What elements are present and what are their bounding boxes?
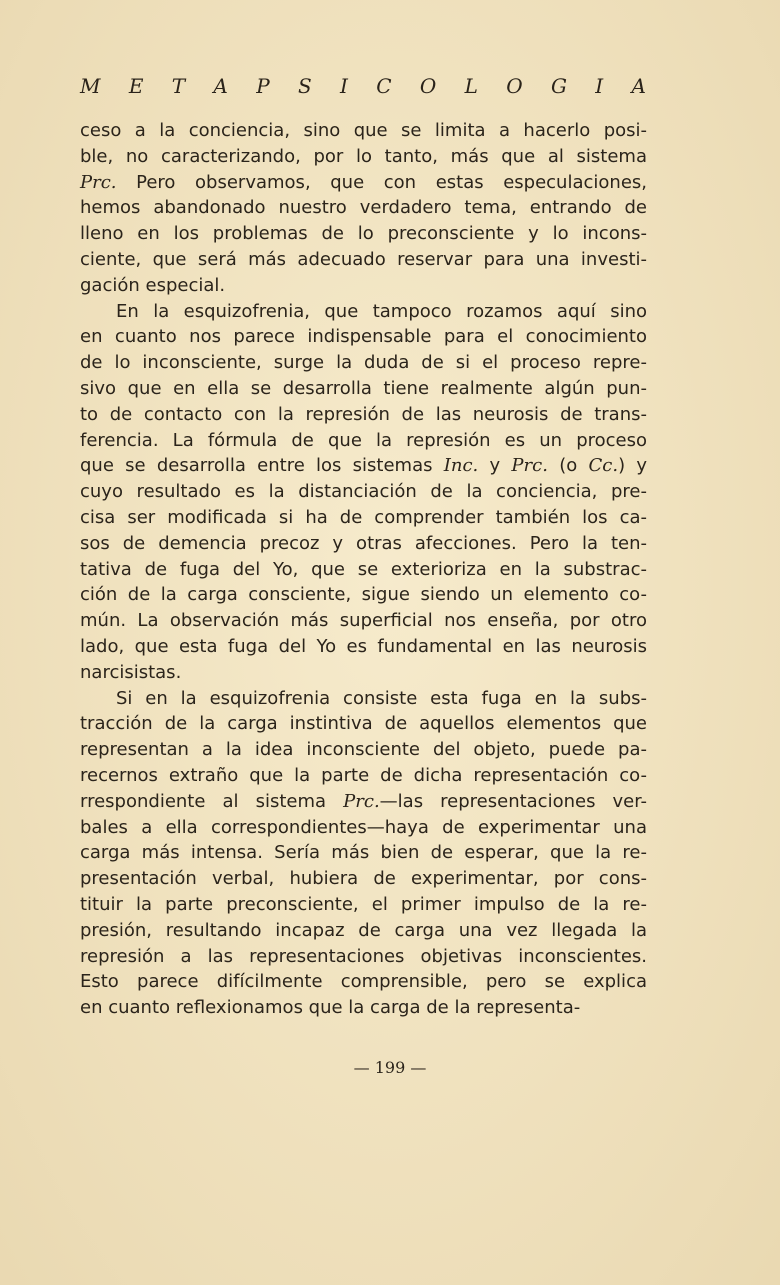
text-line: tativa de fuga del Yo, que se exterioriza en la substrac-: [80, 558, 647, 580]
text-line: tituir la parte preconsciente, el primer impulso de la re-: [80, 893, 647, 915]
running-head-letter: A: [213, 74, 228, 98]
text-line: cuyo resultado es la distanciación de la conciencia, pre-: [80, 481, 647, 503]
running-head-letter: S: [298, 74, 312, 98]
text-line: representan a la idea inconsciente del objeto, puede pa-: [80, 739, 647, 761]
running-head-letter: I: [595, 74, 604, 98]
text-line: presión, resultando incapaz de carga una vez llegada la: [80, 919, 647, 941]
text-line: lleno en los problemas de lo preconsciente y lo incons-: [80, 223, 647, 245]
text-line: Si en la esquizofrenia consiste esta fuga en la subs-: [116, 687, 647, 709]
text-line: bales a ella correspondientes—haya de experimentar una: [80, 816, 647, 838]
running-head-letter: A: [631, 74, 646, 98]
running-head-letter: G: [550, 74, 567, 98]
text-line: narcisistas.: [80, 661, 182, 683]
running-head-letter: L: [464, 74, 478, 98]
running-head-letter: T: [171, 74, 186, 98]
text-line: lado, que esta fuga del Yo es fundamental en las neurosis: [80, 635, 647, 657]
text-line: rrespondiente al sistema Prc.—las representaciones ver-: [80, 790, 647, 812]
text-line: en cuanto nos parece indispensable para el conocimiento: [80, 326, 647, 348]
text-line: gación especial.: [80, 274, 226, 296]
running-head-letter: O: [419, 74, 437, 98]
text-line: ferencia. La fórmula de que la represión es un proceso: [80, 429, 647, 451]
text-line: ciente, que será más adecuado reservar para una investi-: [80, 248, 647, 270]
paragraph: [80, 118, 647, 299]
text-line: hemos abandonado nuestro verdadero tema, entrando de: [80, 197, 647, 219]
text-line: En la esquizofrenia, que tampoco rozamos aquí sino: [116, 300, 647, 322]
page-number: — 199 —: [353, 1058, 427, 1077]
text-line: Prc. Pero observamos, que con estas especulaciones,: [80, 171, 647, 193]
text-line: recernos extraño que la parte de dicha representación co-: [80, 764, 647, 786]
running-head-letter: P: [256, 74, 270, 98]
text-line: tracción de la carga instintiva de aquellos elementos que: [80, 713, 647, 735]
running-head-letter: C: [376, 74, 392, 98]
text-line: de lo inconsciente, surge la duda de si el proceso repre-: [80, 352, 647, 374]
text-line: que se desarrolla entre los sistemas Inc. y Prc. (o Cc.) y: [80, 455, 648, 477]
running-head: [80, 74, 646, 98]
text-line: mún. La observación más superficial nos enseña, por otro: [80, 610, 647, 632]
running-head-letter: M: [80, 74, 101, 98]
text-line: presentación verbal, hubiera de experimentar, por cons-: [80, 868, 647, 890]
text-line: en cuanto reflexionamos que la carga de la representa-: [80, 997, 581, 1019]
text-line: to de contacto con la represión de las neurosis de trans-: [80, 403, 647, 425]
text-line: represión a las representaciones objetivas inconscientes.: [80, 945, 647, 967]
text-line: sivo que en ella se desarrolla tiene realmente algún pun-: [80, 377, 647, 399]
text-line: ción de la carga consciente, sigue siendo un elemento co-: [80, 584, 647, 606]
paragraph: [80, 299, 647, 686]
running-head-letter: I: [340, 74, 348, 98]
text-line: ble, no caracterizando, por lo tanto, más que al sistema: [80, 145, 647, 167]
running-head-letter: O: [506, 74, 523, 98]
body-text: [80, 118, 647, 1021]
text-line: cisa ser modificada si ha de comprender también los ca-: [80, 506, 647, 528]
text-line: sos de demencia precoz y otras afecciones. Pero la ten-: [80, 532, 647, 554]
text-line: ceso a la conciencia, sino que se limita a hacerlo posi-: [80, 120, 647, 141]
running-head-letter: E: [128, 74, 144, 98]
text-line: Esto parece difícilmente comprensible, pero se explica: [80, 971, 647, 993]
paragraph: [80, 686, 647, 1021]
text-line: carga más intensa. Sería más bien de esperar, que la re-: [80, 842, 647, 864]
